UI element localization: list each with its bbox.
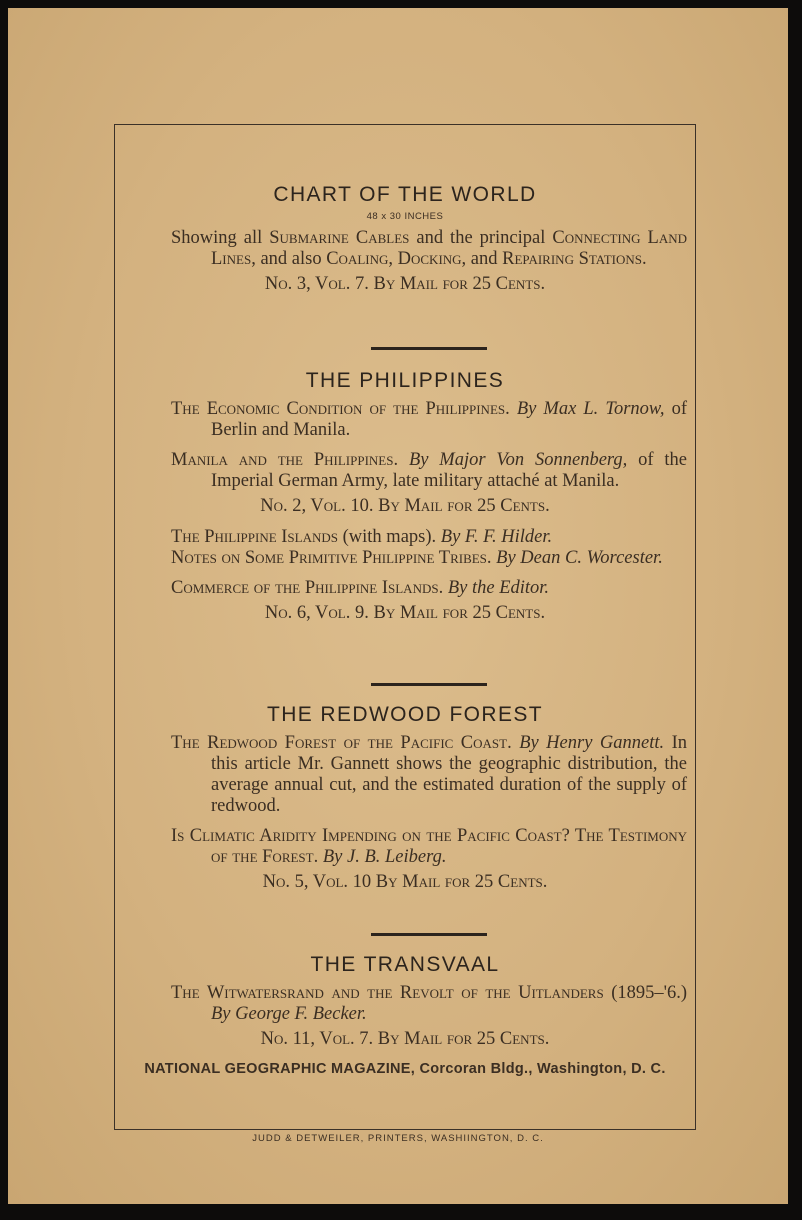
article-title: Is Climatic Aridity Impending on the Pacific Coast? The Testimony of the Forest.: [171, 826, 687, 867]
article-author: By Henry Gannett.: [519, 733, 665, 753]
entry-highlight: Repairing Stations.: [502, 249, 647, 269]
article-author: By Major Von Sonnenberg,: [408, 450, 628, 470]
divider: [371, 933, 487, 936]
section-title: THE PHILIPPINES: [305, 369, 505, 392]
section-transvaal: [115, 953, 695, 1050]
entry-article: [171, 826, 687, 868]
entry-article: [171, 578, 687, 599]
publisher-line: [115, 1061, 695, 1077]
page: [8, 8, 788, 1204]
entry-text: Showing all: [171, 228, 263, 248]
publisher-address: Corcoran Bldg., Washington, D. C.: [419, 1061, 666, 1077]
article-author: By George F. Becker.: [211, 1004, 367, 1024]
entry-article: [171, 399, 687, 441]
article-author: By the Editor.: [447, 578, 550, 598]
entry-article: [171, 527, 687, 548]
article-title: Notes on Some Primitive Philippine Tribes.: [171, 548, 492, 568]
article-note: (with maps).: [342, 527, 437, 547]
article-author: By Max L. Tornow,: [516, 399, 665, 419]
article-note: (1895–'6.): [611, 983, 688, 1003]
article-title: The Philippine Islands: [171, 527, 338, 547]
entry-highlight: Coaling, Docking,: [326, 249, 467, 269]
article-title: Manila and the Philippines.: [171, 450, 399, 470]
section-philippines: [115, 369, 695, 624]
article-author: By Dean C. Worcester.: [496, 548, 663, 568]
mail-order-line: No. 11, Vol. 7. By Mail for 25 Cents.: [260, 1029, 550, 1049]
section-title: THE REDWOOD FOREST: [266, 703, 544, 726]
entry-text: and also: [260, 249, 322, 269]
content-frame: [114, 124, 696, 1130]
article-note: of Berlin and Manila.: [211, 399, 688, 440]
article-title: The Witwatersrand and the Revolt of the Uitlanders: [171, 983, 604, 1003]
section-title: CHART OF THE WORLD: [273, 183, 537, 206]
mail-order-line: No. 5, Vol. 10 By Mail for 25 Cents.: [262, 872, 548, 892]
divider: [371, 683, 487, 686]
chart-size: 48 x 30 INCHES: [366, 211, 444, 222]
article-author: By J. B. Leiberg.: [322, 847, 447, 867]
entry-article: [171, 733, 687, 817]
entry-text: and: [470, 249, 498, 269]
printer-credit: JUDD & DETWEILER, PRINTERS, WASHIINGTON, D. C.: [252, 1133, 544, 1144]
entry-article: [171, 983, 687, 1025]
article-title: Commerce of the Philippine Islands.: [171, 578, 444, 598]
article-note: of the Imperial German Army, late military attaché at Manila.: [211, 450, 688, 491]
entry-highlight: Submarine Cables: [269, 228, 410, 248]
entry-highlight: Connecting Land Lines,: [211, 228, 687, 269]
entry-article: [171, 548, 687, 569]
mail-order-line: No. 6, Vol. 9. By Mail for 25 Cents.: [264, 603, 546, 623]
magazine-name: NATIONAL GEOGRAPHIC MAGAZINE,: [144, 1061, 416, 1077]
entry-text: and the principal: [416, 228, 546, 248]
article-title: The Redwood Forest of the Pacific Coast.: [171, 733, 512, 753]
entry-chart: [171, 228, 687, 270]
divider: [371, 347, 487, 350]
article-author: By F. F. Hilder.: [440, 527, 553, 547]
entry-article: [171, 450, 687, 492]
section-title: THE TRANSVAAL: [310, 953, 500, 976]
section-redwood-forest: [115, 703, 695, 893]
mail-order-line: No. 2, Vol. 10. By Mail for 25 Cents.: [260, 496, 550, 516]
article-note: In this article Mr. Gannett shows the geographic distribution, the average annual cut, and the estimated duration of the supply of redwood.: [211, 733, 687, 816]
section-chart-of-the-world: [115, 183, 695, 295]
article-title: The Economic Condition of the Philippines.: [171, 399, 510, 419]
mail-order-line: No. 3, Vol. 7. By Mail for 25 Cents.: [264, 274, 546, 294]
